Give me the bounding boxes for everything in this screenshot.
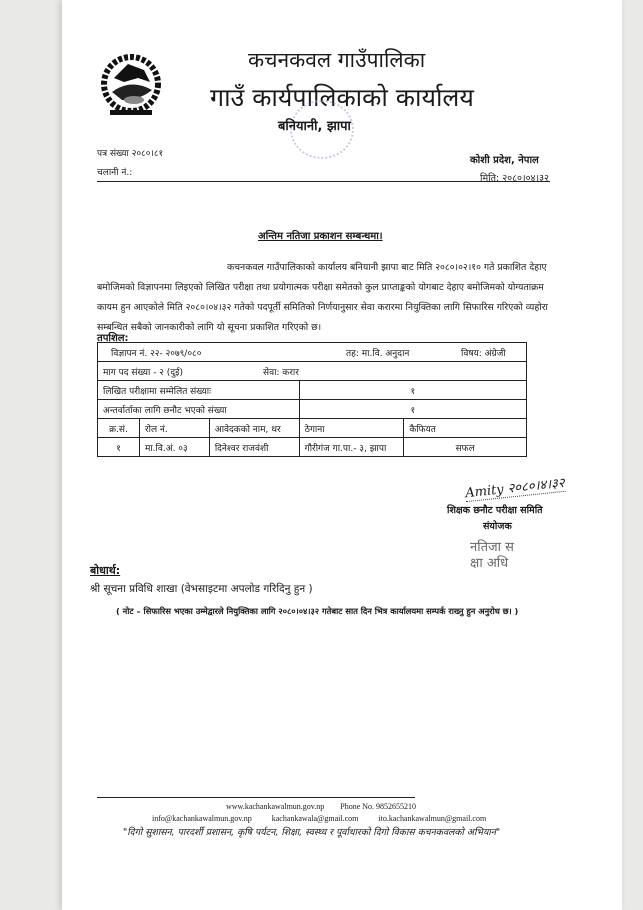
- table-row: [98, 362, 527, 381]
- cc-item: श्री सूचना प्रविधि शाखा (वेभसाइटमा अपलोड गरिदिनु हुन ): [90, 583, 313, 595]
- serial-cell: १: [98, 438, 140, 457]
- body-line: कचनकवल गाउँपालिकाको कार्यालय बनियानी झापा बाट मिति २०८०।०२।१० गते प्रकाशित देहाए: [227, 262, 547, 273]
- name-cell: दिनेश्वर राजवंशी: [209, 438, 299, 457]
- details-table: [97, 342, 527, 457]
- body-line: बमोजिमको विज्ञापनमा लिइएको लिखित परीक्षा तथा प्रयोगात्मक परीक्षा समेतको कुल प्राप्ताङ्कको योगबाट देहाए बमोजिमको योग्यताक्रम: [97, 282, 544, 293]
- signatory-title: शिक्षक छनौट परीक्षा समिति: [447, 505, 543, 516]
- table-header-row: [98, 419, 527, 438]
- email-link[interactable]: info@kachankawalmun.gov.np: [152, 814, 252, 823]
- stamp-text: नतिजा स: [470, 540, 514, 555]
- letter-date: मिति: २०८०।०४।३२: [480, 173, 549, 184]
- column-header: आवेदकको नाम, थर: [209, 419, 299, 438]
- body-line: कायम हुन आएकोले मिति २०८०।०४।३२ गतेको पदपूर्ती समितिको निर्णयानुसार सेवा करारमा नियुक्तिका लागि सिफारिस गरिएको व्यहोरा: [97, 302, 548, 313]
- address-cell: गौरीगंज गा.पा.- ३, झापा: [299, 438, 404, 457]
- email-link[interactable]: kachankawala@gmail.com: [271, 814, 359, 823]
- footer-divider: [97, 797, 415, 798]
- table-row: [98, 343, 527, 362]
- signature: Amity २०८०।४।३२: [464, 473, 565, 502]
- column-header: ठेगाना: [299, 419, 404, 438]
- phone-number: Phone No. 9852655210: [340, 802, 417, 811]
- column-header: क्र.सं.: [98, 419, 140, 438]
- demand-posts: माग पद संख्या - २ (दुई): [103, 367, 184, 378]
- table-row: [98, 438, 527, 457]
- advertisement-number: विज्ञापन नं. २२- २०७९/०८०: [111, 348, 202, 359]
- province: कोशी प्रदेश, नेपाल: [470, 155, 539, 166]
- dispatch-number: चलानी नं.:: [97, 168, 133, 178]
- subject-heading: अन्तिम नतिजा प्रकाशन सम्बन्धमा।: [258, 231, 383, 242]
- remarks-cell: सफल: [404, 438, 527, 457]
- website-link[interactable]: www.kachankawalmun.gov.np: [226, 802, 325, 811]
- table-row: [98, 381, 527, 400]
- service-type: सेवा: करार: [263, 367, 299, 378]
- office-location: बनियानी, झापा: [278, 119, 351, 134]
- footer-contact-line: [226, 802, 416, 811]
- level: तह: मा.वि. अनुदान: [346, 348, 410, 359]
- written-exam-label: लिखित परीक्षामा सम्मेलित संख्याः: [98, 381, 300, 400]
- signatory-role: संयोजक: [483, 521, 512, 532]
- interview-label: अन्तर्वार्ताका लागि छनौट भएको संख्या: [98, 400, 300, 419]
- committee-stamp: [470, 540, 514, 572]
- office-name: गाउँ कार्यपालिकाको कार्यालय: [210, 83, 474, 112]
- interview-count: १: [299, 400, 526, 419]
- footer-email-line: [152, 814, 486, 823]
- body-line: सम्बन्धित सबैको जानकारीको लागि यो सूचना प्रकाशित गरिएको छ।: [97, 322, 322, 333]
- details-heading: तपशिल:: [97, 333, 129, 344]
- table-row: [98, 400, 527, 419]
- footer-motto: "दिगो सुशासन, पारदर्शी प्रशासन, कृषि पर्यटन, शिक्षा, स्वस्थ्य र पूर्वाधारको दिगो विकास कचनकवलको अभियान": [123, 827, 501, 838]
- cc-heading: बोधार्थ:: [90, 564, 121, 577]
- written-exam-count: १: [299, 381, 526, 400]
- column-header: रोल नं.: [139, 419, 209, 438]
- nepal-emblem-icon: [100, 48, 162, 120]
- column-header: कैफियत: [404, 419, 527, 438]
- letter-number: पत्र संख्या २०८०।८१: [97, 149, 164, 159]
- roll-cell: मा.वि.अं. ०३: [139, 438, 209, 457]
- body-paragraph: [97, 258, 555, 338]
- note: ( नोट – सिफारिस भएका उम्मेद्वारले नियुक्तिका लागि २०८०।०४।३२ गतेबाट सात दिन भित्र कार्यालयमा सम्पर्क राख्नु हुन अनुरोध छ। ): [116, 606, 519, 616]
- email-link[interactable]: ito.kachankawalmun@gmail.com: [378, 814, 487, 823]
- municipality-name: कचनकवल गाउँपालिका: [248, 48, 426, 72]
- subject-field: विषय: अंग्रेजी: [461, 348, 506, 359]
- stamp-text: क्षा अधि: [470, 556, 509, 571]
